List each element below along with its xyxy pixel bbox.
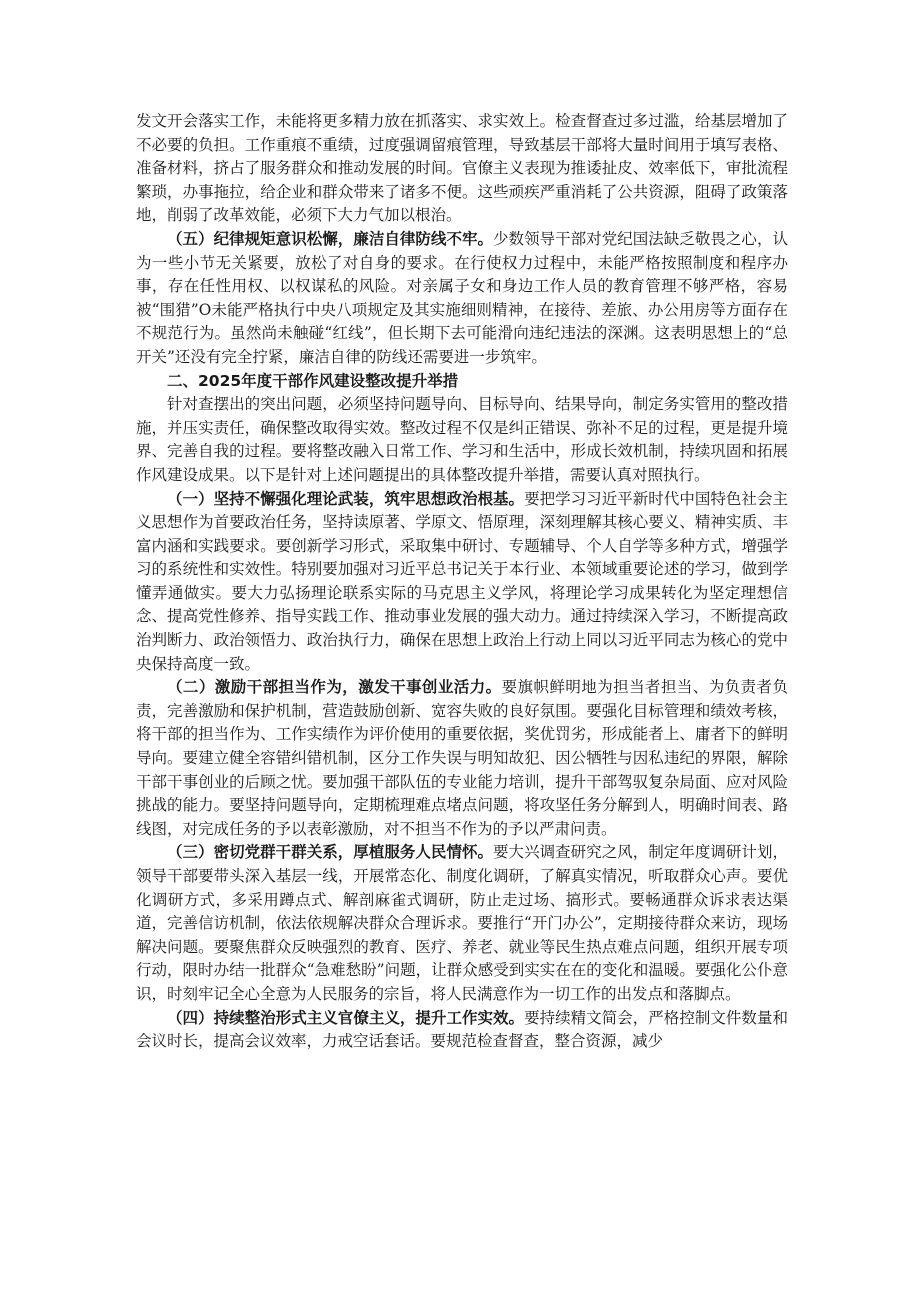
- paragraph-measure4: [136, 1007, 788, 1054]
- document-page: [136, 110, 788, 1054]
- measure4-body: 要持续精文简会，严格控制文件数量和会议时长，提高会议效率，力戒空话套话。要规范检查督查，整合资源，减少: [136, 1008, 788, 1051]
- item5-body: 少数领导干部对党纪国法缺乏敬畏之心，认为一些小节无关紧要，放松了对自身的要求。在行使权力过程中，未能严格按照制度和程序办事，存在任性用权、以权谋私的风险。对亲属子女和身边工作人员的教育管理不够严格，容易被“围猎”O未能严格执行中央八项规定及其实施细则精神，在接待、差旅、办公用房等方面存在不规范行为。虽然尚未触碰“红线”，但长期下去可能滑向违纪违法的深渊。这表明思想上的“总开关”还没有完全拧紧，廉洁自律的防线还需要进一步筑牢。: [136, 229, 788, 366]
- measure3-heading: （三）密切党群干群关系，厚植服务人民情怀。: [167, 843, 494, 862]
- item5-heading: （五）纪律规矩意识松懈，廉洁自律防线不牢。: [167, 229, 494, 248]
- paragraph-measure1: [136, 488, 788, 677]
- measure1-heading: （一）坚持不懈强化理论武装，筑牢思想政治根基。: [167, 489, 525, 508]
- section2-heading: 二、2025年度干部作风建设整改提升举措: [167, 371, 459, 390]
- measure2-heading: （二）激励干部担当作为，激发干事创业活力。: [167, 678, 502, 697]
- measure1-body: 要把学习习近平新时代中国特色社会主义思想作为首要政治任务，坚持读原著、学原文、悟原理，深刻理解其核心要义、精神实质、丰富内涵和实践要求。要创新学习形式，采取集中研讨、专题辅导、个人自学等多种方式，增强学习的系统性和实效性。特别要加强对习近平总书记关于本行业、本领域重要论述的学习，做到学懂弄通做实。要大力弘扬理论联系实际的马克思主义学风，将理论学习成果转化为坚定理想信念、提高党性修养、指导实践工作、推动事业发展的强大动力。通过持续深入学习，不断提高政治判断力、政治领悟力、政治执行力，确保在思想上政治上行动上同以习近平同志为核心的党中央保持高度一致。: [136, 489, 788, 673]
- paragraph-item5: [136, 228, 788, 370]
- paragraph-measure3: [136, 841, 788, 1006]
- measure4-heading: （四）持续整治形式主义官僚主义，提升工作实效。: [167, 1008, 525, 1027]
- paragraph-continuation: 发文开会落实工作，未能将更多精力放在抓落实、求实效上。检查督查过多过滥，给基层增加了不必要的负担。工作重痕不重绩，过度强调留痕管理，导致基层干部将大量时间用于填写表格、准备材料，挤占了服务群众和推动发展的时间。官僚主义表现为推诿扯皮、效率低下，审批流程繁琐，办事拖拉，给企业和群众带来了诸多不便。这些顽疾严重消耗了公共资源，阻碍了政策落地，削弱了改革效能，必须下大力气加以根治。: [136, 112, 788, 225]
- measure2-body: 要旗帜鲜明地为担当者担当、为负责者负责，完善激励和保护机制，营造鼓励创新、宽容失败的良好氛围。要强化目标管理和绩效考核，将干部的担当作为、工作实绩作为评价使用的重要依据，奖优罚劣，形成能者上、庸者下的鲜明导向。要建立健全容错纠错机制，区分工作失误与明知故犯、因公牺牲与因私违纪的界限，解除干部干事创业的后顾之忧。要加强干部队伍的专业能力培训，提升干部驾驭复杂局面、应对风险挑战的能力。要坚持问题导向，定期梳理难点堵点问题，将攻坚任务分解到人，明确时间表、路线图，对完成任务的予以表彰激励，对不担当不作为的予以严肃问责。: [136, 678, 788, 838]
- section2-intro: 针对查摆出的突出问题，必须坚持问题导向、目标导向、结果导向，制定务实管用的整改措施，并压实责任，确保整改取得实效。整改过程不仅是纠正错误、弥补不足的过程，更是提升境界、完善自我的过程。要将整改融入日常工作、学习和生活中，形成长效机制，持续巩固和拓展作风建设成果。以下是针对上述问题提出的具体整改提升举措，需要认真对照执行。: [136, 395, 788, 484]
- paragraph-measure2: [136, 676, 788, 841]
- measure3-body: 要大兴调查研究之风，制定年度调研计划，领导干部要带头深入基层一线，开展常态化、制度化调研，了解真实情况，听取群众心声。要优化调研方式，多采用蹲点式、解剖麻雀式调研，防止走过场、搞形式。要畅通群众诉求表达渠道，完善信访机制，依法依规解决群众合理诉求。要推行“开门办公”，定期接待群众来访，现场解决问题。要聚焦群众反映强烈的教育、医疗、养老、就业等民生热点难点问题，组织开展专项行动，限时办结一批群众“急难愁盼”问题，让群众感受到实实在在的变化和温暖。要强化公仆意识，时刻牢记全心全意为人民服务的宗旨，将人民满意作为一切工作的出发点和落脚点。: [136, 843, 788, 1003]
